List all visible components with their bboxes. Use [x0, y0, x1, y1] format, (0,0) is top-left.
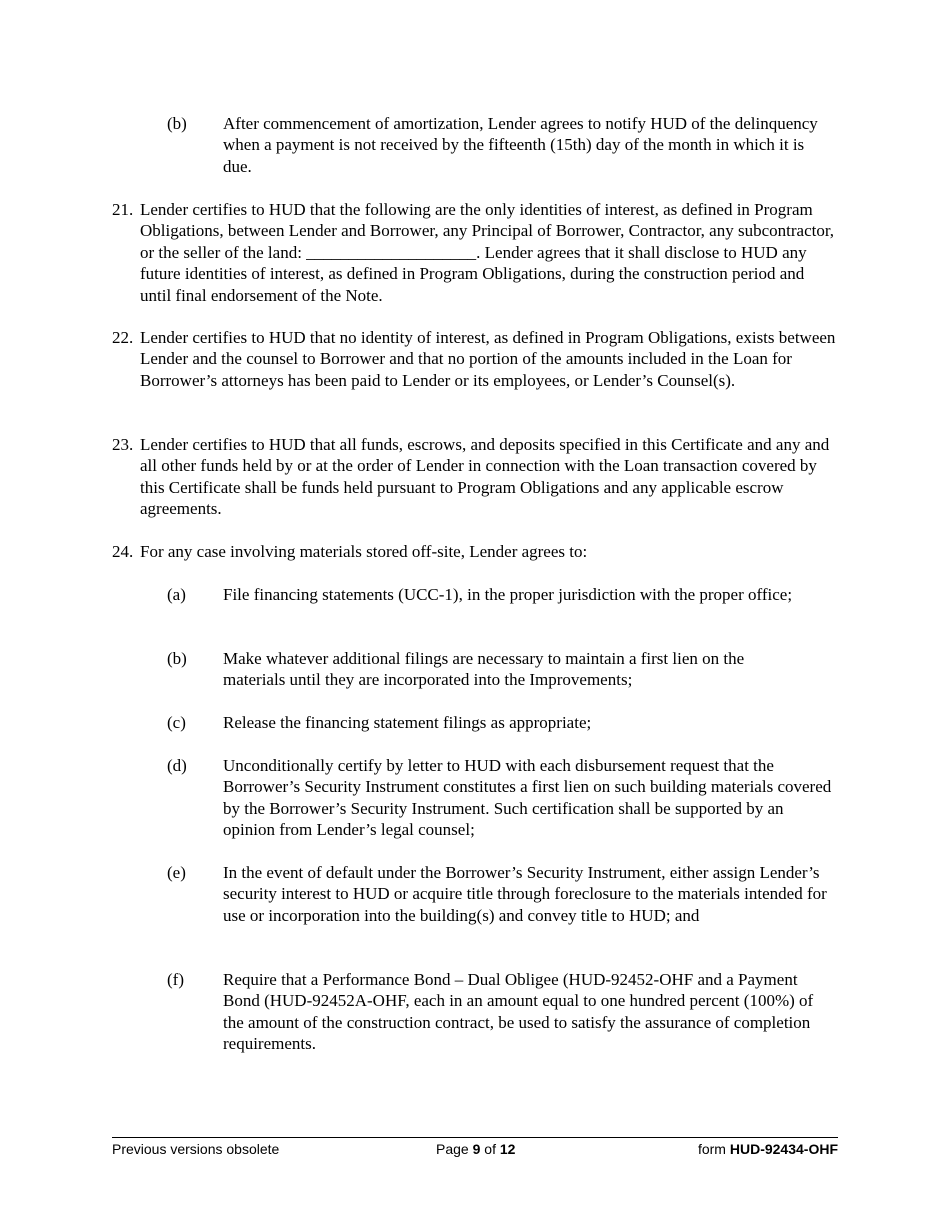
subitem-label: (f) — [167, 970, 184, 989]
subitem-text: Release the financing statement filings as appropriate; — [223, 713, 592, 732]
subitem-label: (c) — [167, 713, 186, 732]
item-number: 22. — [112, 328, 134, 347]
subitem-label: (e) — [167, 863, 186, 882]
page-word: Page — [436, 1141, 469, 1157]
footer-versions-note: Previous versions obsolete — [112, 1141, 280, 1157]
footer-form-id — [698, 1141, 838, 1158]
item-number: 21. — [112, 200, 134, 219]
form-prefix: form — [697, 1141, 726, 1157]
subitem-label: (d) — [167, 756, 187, 775]
subitem-label: (a) — [167, 585, 186, 604]
page-total: 12 — [499, 1141, 516, 1157]
form-number: HUD-92434-OHF — [729, 1141, 838, 1157]
footer-divider — [112, 1137, 838, 1138]
item-number: 23. — [112, 435, 134, 454]
subitem-text: Unconditionally certify by letter to HUD with each disbursement request that the Borrower’s Security Instrument constitutes a first lien on such building materials covered by the Borrower’s Security Instrument. Such certification shall be supported by an opinion from Lender’s legal counsel; — [223, 756, 832, 840]
item-text: For any case involving materials stored off-site, Lender agrees to: — [140, 542, 588, 561]
subitem-text: Require that a Performance Bond – Dual Obligee (HUD-92452-OHF and a Payment Bond (HUD-92452A-OHF, each in an amount equal to one hundred percent (100%) of the amount of the construction contract, be used to satisfy the assurance of completion requirements. — [223, 970, 814, 1054]
item-text: Lender certifies to HUD that the following are the only identities of interest, as defined in Program Obligations, between Lender and Borrower, any Principal of Borrower, Contractor, any subcontractor, or the seller of the land: ____________________. Lender agrees that it shall disclose to HUD any future identities of interest, as defined in Program Obligations, during the construction period and until final endorsement of the Note. — [140, 200, 835, 305]
item-number: 24. — [112, 542, 134, 561]
subitem-label: (b) — [167, 649, 187, 668]
item-text: Lender certifies to HUD that no identity of interest, as defined in Program Obligations, exists between Lender and the counsel to Borrower and that no portion of the amounts included in the Loan for Borrower’s attorneys has been paid to Lender or its employees, or Lender’s Counsel(s). — [140, 328, 836, 390]
page-current: 9 — [472, 1141, 481, 1157]
footer-page-number — [436, 1141, 515, 1158]
subitem-text: File financing statements (UCC-1), in the proper jurisdiction with the proper office; — [223, 585, 793, 604]
item-text: Lender certifies to HUD that all funds, escrows, and deposits specified in this Certificate and any and all other funds held by or at the order of Lender in connection with the Loan transaction covered by this Certificate shall be funds held pursuant to Program Obligations and any applicable escrow agreements. — [140, 435, 830, 519]
subitem-text: Make whatever additional filings are necessary to maintain a first lien on the materials until they are incorporated into the Improvements; — [223, 649, 745, 690]
subitem-label: (b) — [167, 114, 187, 133]
page-of: of — [484, 1141, 496, 1157]
subitem-text: After commencement of amortization, Lender agrees to notify HUD of the delinquency when a payment is not received by the fifteenth (15th) day of the month in which it is due. — [223, 114, 818, 176]
subitem-text: In the event of default under the Borrower’s Security Instrument, either assign Lender’s security interest to HUD or acquire title through foreclosure to the materials intended for use or incorporation into the building(s) and convey title to HUD; and — [223, 863, 827, 925]
